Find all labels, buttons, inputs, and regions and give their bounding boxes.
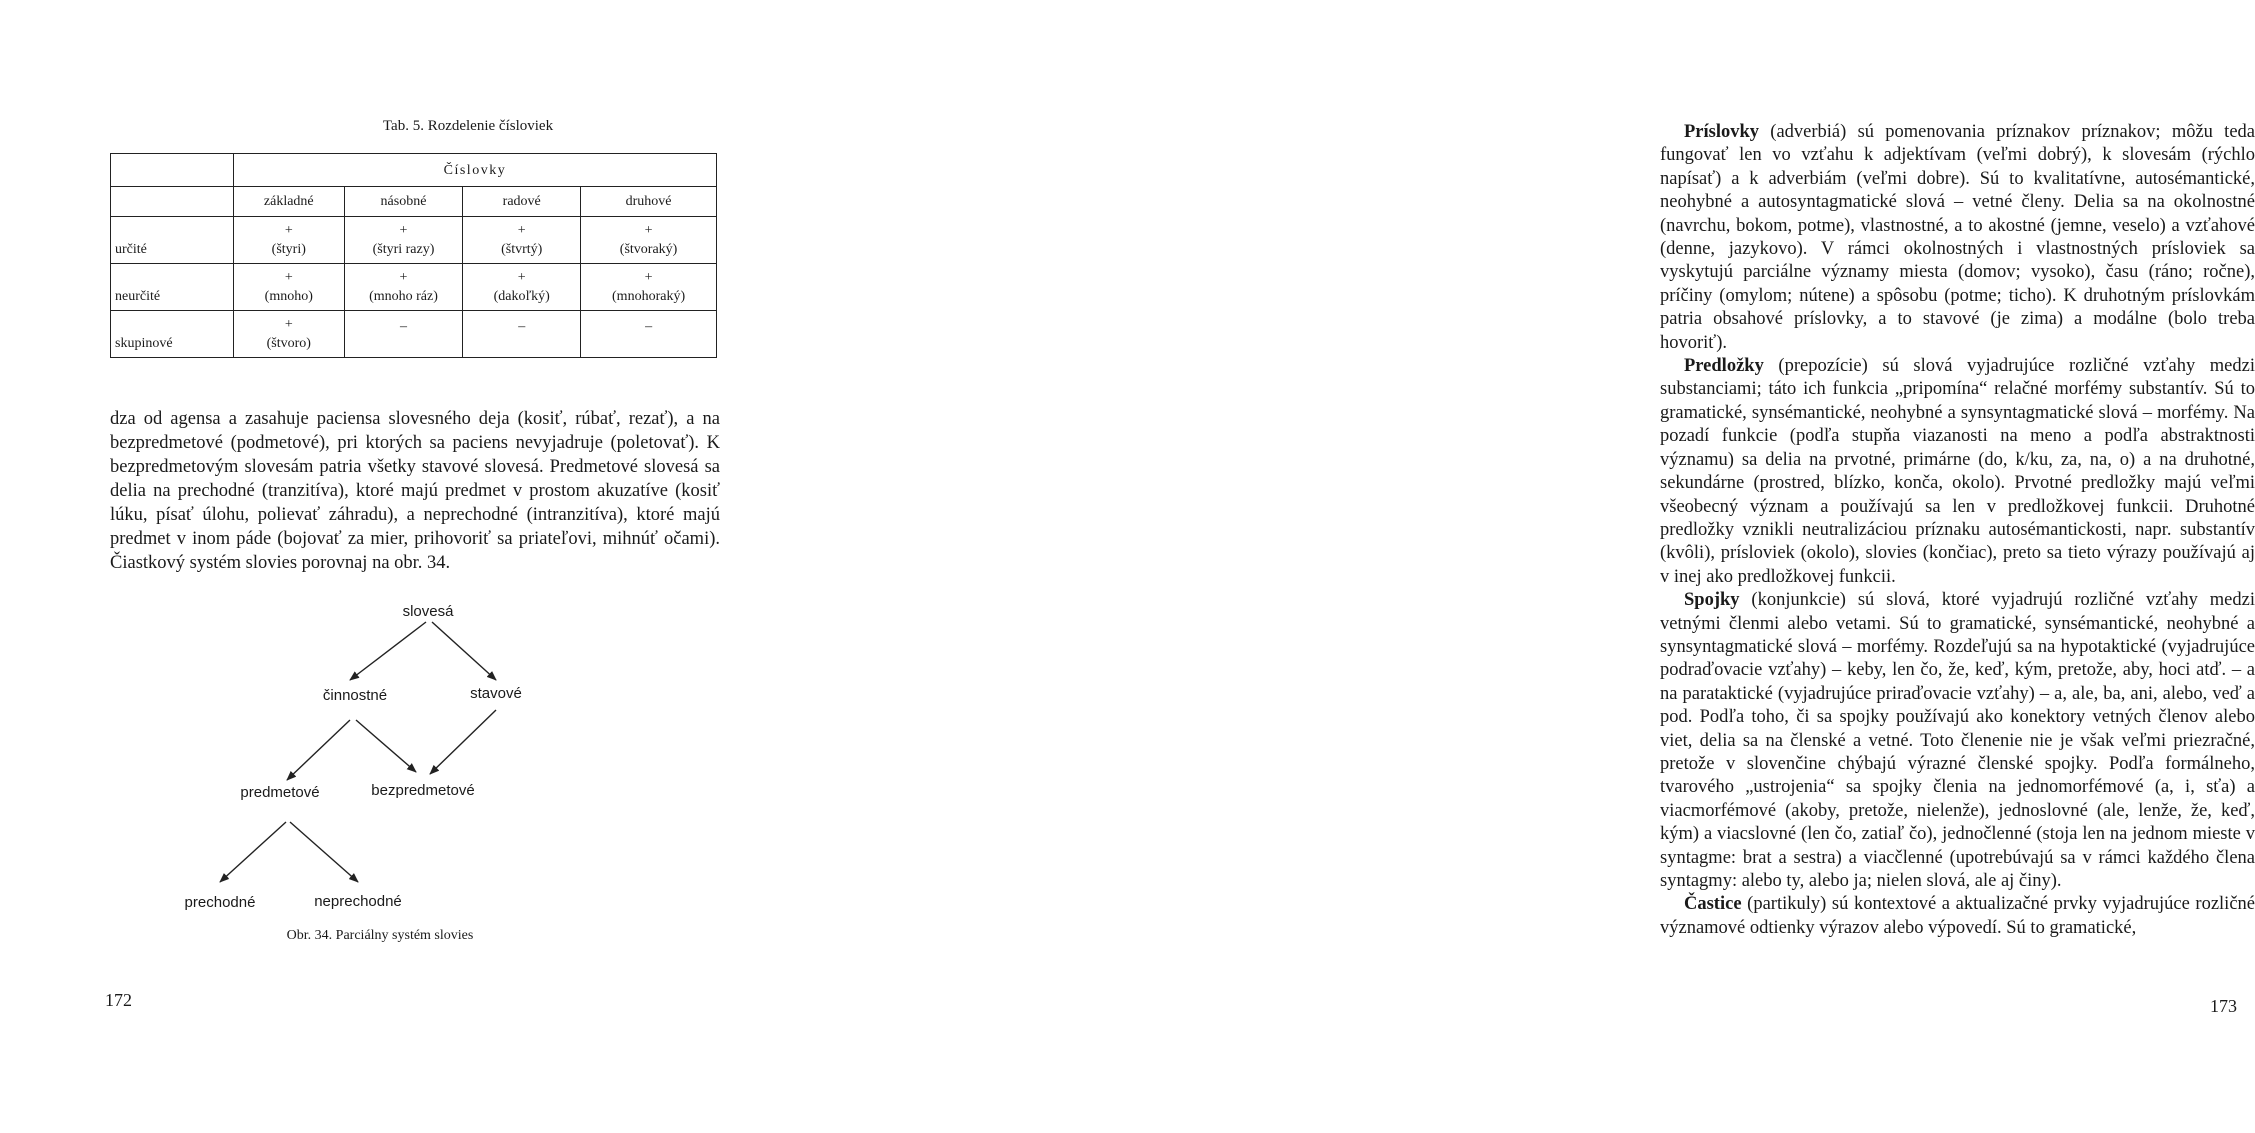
term-heading: Príslovky — [1684, 122, 1760, 142]
table-corner-cell — [111, 154, 234, 187]
table-cell: + (dakoľký) — [463, 264, 581, 311]
table-caption: Tab. 5. Rozdelenie čísloviek — [382, 118, 554, 134]
table-cell: + (mnoho ráz) — [344, 264, 463, 311]
table-row-label: neurčité — [111, 264, 234, 311]
edge-arrow — [287, 720, 350, 780]
table-col-header: základné — [233, 187, 344, 217]
paragraph-prepositions: Predložky (prepozície) sú slová vyjadrujúce rozličné vzťahy medzi substanciami; táto ich funkcia „pripomína“ relačné morfémy substantív. Sú to gramatické, synsémantické, neohybné a synsyntagmatické slová – morfémy. Na pozadí funkcie (podľa stupňa viazanosti na meno a podľa abstraktnosti významu) sa delia na prvotné, primárne (do, k/ku, za, na, o) a na druhotné, sekundárne (prostred, blízko, konča, okolo). Prvotné predložky majú veľmi všeobecný význam a používajú sa len v predložkovej funkcii. Druhotné predložky vznikli neutralizáciou príznaku autosémantickosti, napr. substantív (kvôli), prísloviek (okolo), slovies (končiac), preto sa tieto výrazy používajú aj v inej ako predložkovej funkcii. — [1660, 356, 2255, 587]
table-cell: + (štvrtý) — [463, 217, 581, 264]
table-cell: + (štvoraký) — [581, 217, 717, 264]
table-row — [111, 264, 717, 311]
table-cell: + (mnohoraký) — [581, 264, 717, 311]
edge-arrow — [220, 822, 286, 882]
paragraph-conjunctions: Spojky (konjunkcie) sú slová, ktoré vyjadrujú rozličné vzťahy medzi vetnými členmi alebo vetami. Sú to gramatické, synsémantické, neohybné a synsyntagmatické slová – morfémy. Rozdeľujú sa na hypotaktické (vyjadrujúce podraďovacie vzťahy) – keby, len čo, že, keď, kým, pretože, aby, hoci atď. – a na parataktické (vyjadrujúce priraďovacie vzťahy) – a, ale, ba, ani, alebo, veď a pod. Podľa toho, či sa spojky používajú ako konektory vetných členov alebo viet, delia sa na členské a vetné. Toto členenie nie je však veľmi priezračné, pretože v slovenčine chýbajú výrazné členské spojky. Podľa formálneho, tvarového „ustrojenia“ sa spojky členia na jednomorfémové (a, i, sťa) a viacmorfémové (akoby, pretože, nielenže), jednoslovné (ale, lenže, že, keď, kým) a viacslovné (len čo, zatiaľ čo), jednočlenné (stoja len na jednom mieste v syntagme: brat a sestra) a viacčlenné (upotrebúvajú sa v rámci každého člena syntagmy: alebo ty, alebo ja; nielen slová, ale aj činy). — [1660, 590, 2255, 891]
node-neprechodne: neprechodné — [314, 893, 402, 910]
term-heading: Spojky — [1684, 590, 1740, 611]
table-row — [111, 217, 717, 264]
node-predmetove: predmetové — [240, 784, 320, 801]
table-cell: + (štyri razy) — [344, 217, 463, 264]
table-cell: – — [463, 311, 581, 358]
left-paragraph: dza od agensa a zasahuje paciensa slovesného deja (kosiť, rúbať, rezať), a na bezpredmetové (podmetové), pri ktorých sa paciens nevyjadruje (poletovať). K bezpredmetovým slovesám patria všetky stavové slovesá. Predmetové slovesá sa delia na prechodné (tranzitíva), ktoré majú predmet v prostom akuzatíve (kosiť lúku, písať úlohu, polievať záhradu), a neprechodné (intranzitíva), ktoré majú predmet v inom páde (bojovať za mier, prihovoriť sa priateľovi, mihnúť očami). Čiastkový systém slovies porovnaj na obr. 34. — [110, 409, 720, 573]
paragraph-adverbs: Príslovky (adverbiá) sú pomenovania príznakov príznakov; môžu teda fungovať len vo vzťahu k adjektívam (veľmi dobrý), k slovesám (rýchlo napísať) a k adverbiám (veľmi dobre). Sú to kvalitatívne, autosémantické, neohybné a autosyntagmatické slová – vetné členy. Delia sa na okolnostné (navrchu, bokom, potme), vlastnostné, a to akostné (jemne, veselo) a vzťahové (denne, jazykovo). V rámci okolnostných i vlastnostných prísloviek sa vyskytujú parciálne významy miesta (domov; vysoko), času (ráno; ročne), príčiny (omylom; nútene) a spôsobu (potme; ticho). K druhotným príslovkám patria obsahové príslovky, a to stavové (je zima) a modálne (bolo treba hovoriť). — [1660, 122, 2255, 353]
figure-caption: Obr. 34. Parciálny systém slovies — [286, 928, 474, 943]
table-cell: – — [581, 311, 717, 358]
table-empty-cell — [111, 187, 234, 217]
edge-arrow — [350, 622, 426, 680]
edge-arrow — [430, 710, 496, 774]
verb-system-diagram — [170, 600, 550, 930]
page-number-right: 173 — [2210, 996, 2237, 1016]
right-page — [800, 0, 2255, 1133]
table-cell: + (štvoro) — [233, 311, 344, 358]
table-row-label: určité — [111, 217, 234, 264]
table-span-header: Číslovky — [233, 154, 716, 187]
node-stavove: stavové — [470, 685, 522, 702]
table-row — [111, 311, 717, 358]
right-body-text — [1660, 121, 2255, 940]
page-number-left: 172 — [105, 990, 132, 1010]
term-heading: Častice — [1684, 894, 1742, 915]
edge-arrow — [356, 720, 416, 772]
table-col-header: radové — [463, 187, 581, 217]
edge-arrow — [432, 622, 496, 680]
paragraph-particles: Častice (partikuly) sú kontextové a aktualizačné prvky vyjadrujúce rozličné významové odtienky výrazov alebo výpovedí. Sú to gramatické, — [1660, 894, 2255, 938]
table-col-header: násobné — [344, 187, 463, 217]
node-root: slovesá — [402, 603, 454, 620]
term-heading: Predložky — [1684, 356, 1764, 377]
table-col-header: druhové — [581, 187, 717, 217]
edge-arrow — [290, 822, 358, 882]
table-cell: + (mnoho) — [233, 264, 344, 311]
table-cell: + (štyri) — [233, 217, 344, 264]
node-cinnostne: činnostné — [322, 687, 388, 704]
left-body-text — [110, 407, 720, 575]
left-page — [0, 0, 800, 1133]
node-prechodne: prechodné — [184, 894, 256, 911]
numerals-table — [110, 153, 717, 358]
table-cell: – — [344, 311, 463, 358]
table-row-label: skupinové — [111, 311, 234, 358]
node-bezpredmetove: bezpredmetové — [371, 782, 475, 799]
